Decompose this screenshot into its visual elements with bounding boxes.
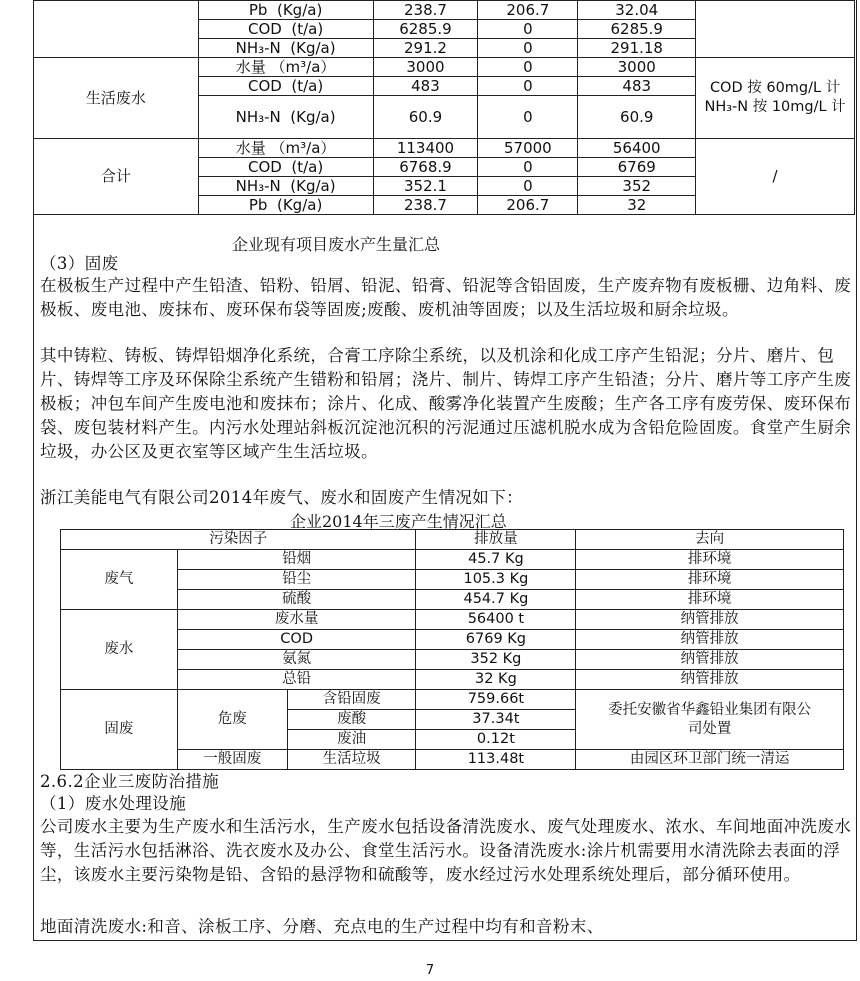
table-caption: 企业现有项目废水产生量汇总 bbox=[232, 235, 441, 254]
table-cell: 206.7 bbox=[478, 1, 578, 20]
row-subgroup-label: 一般固废 bbox=[177, 750, 287, 770]
paragraph: 其中铸粒、铸板、铸焊铅烟净化系统，合膏工序除尘系统，以及机涂和化成工序产生铅泥；分片、磨片、包片、铸焊等工序及环保除尘系统产生错粉和铅屑；浇片、制片、铸焊工序产生铅渣；分片、磨片等工序产生废极板；冲包车间产生废电池和废抹布；涂片、化成、酸雾净化装置产生废酸；生产各工序有废劳保、废环保布袋、废包装材料产生。内污水处理站斜板沉淀池沉积的污泥通过压滤机脱水成为含铅危险固废。食堂产生厨余垃圾，办公区及更衣室等区域产生生活垃圾。 bbox=[40, 346, 852, 461]
section-heading: （3）固废 bbox=[40, 254, 119, 273]
table-cell: 排环境 bbox=[576, 570, 844, 590]
table-cell: COD bbox=[177, 630, 416, 650]
table-cell: 硫酸 bbox=[177, 590, 416, 610]
table-cell: 352.1 bbox=[373, 177, 478, 196]
table-cell: 排环境 bbox=[576, 590, 844, 610]
table-cell: COD (t/a) bbox=[198, 77, 373, 96]
table-cell: 291.18 bbox=[578, 39, 696, 58]
table-row bbox=[34, 1, 855, 20]
table-cell: 0 bbox=[478, 20, 578, 39]
table-row bbox=[34, 139, 855, 158]
section-heading: 2.6.2企业三废防治措施 bbox=[40, 772, 220, 791]
table-caption: 企业2014年三废产生情况汇总 bbox=[290, 512, 507, 531]
table-cell: 0 bbox=[478, 39, 578, 58]
table-cell: 60.9 bbox=[578, 96, 696, 139]
table-cell: 水量 （m³/a） bbox=[198, 139, 373, 158]
table-cell: 6768.9 bbox=[373, 158, 478, 177]
three-waste-table bbox=[60, 529, 844, 770]
table-cell: 生活垃圾 bbox=[287, 750, 416, 770]
table-cell: 352 bbox=[578, 177, 696, 196]
table-cell: 纳管排放 bbox=[576, 670, 844, 690]
note-cell: / bbox=[696, 139, 855, 215]
table-cell: NH₃-N (Kg/a) bbox=[198, 39, 373, 58]
table-cell: 291.2 bbox=[373, 39, 478, 58]
table-row bbox=[61, 570, 844, 590]
table-row bbox=[61, 670, 844, 690]
table-row bbox=[34, 58, 855, 77]
paragraph: 公司废水主要为生产废水和生活污水，生产废水包括设备清洗废水、废气处理废水、浓水、车间地面冲洗废水等，生活污水包括淋浴、洗衣废水及办公、食堂生活污水。设备清洗废水:涂片机需要用水清洗除去表面的浮尘，该废水主要污染物是铅、含铅的悬浮物和硫酸等，废水经过污水处理系统处理后，部分循环使用。 bbox=[40, 817, 852, 884]
table-cell: 0 bbox=[478, 77, 578, 96]
table-cell bbox=[34, 1, 199, 58]
table-cell: 3000 bbox=[373, 58, 478, 77]
wastewater-summary-table bbox=[33, 0, 855, 215]
table-cell: 总铅 bbox=[177, 670, 416, 690]
table-header-row bbox=[61, 530, 844, 550]
table-cell: 0 bbox=[478, 96, 578, 139]
table-cell: 113400 bbox=[373, 139, 478, 158]
table-cell: 238.7 bbox=[373, 1, 478, 20]
table-cell: 氨氮 bbox=[177, 650, 416, 670]
table-cell: NH₃-N (Kg/a) bbox=[198, 177, 373, 196]
row-group-label: 合计 bbox=[34, 139, 199, 215]
table-cell: 56400 bbox=[578, 139, 696, 158]
table-cell: 0 bbox=[478, 58, 578, 77]
table-cell: 纳管排放 bbox=[576, 610, 844, 630]
page-number: 7 bbox=[425, 963, 435, 978]
table-cell: NH₃-N (Kg/a) bbox=[198, 96, 373, 139]
paragraph: 浙江美能电气有限公司2014年废气、废水和固废产生情况如下： bbox=[40, 488, 523, 507]
table-cell: 纳管排放 bbox=[576, 650, 844, 670]
table-cell: 483 bbox=[373, 77, 478, 96]
table-row bbox=[61, 690, 844, 710]
table-cell: 32.04 bbox=[578, 1, 696, 20]
table-cell: 238.7 bbox=[373, 196, 478, 215]
column-header: 去向 bbox=[576, 530, 844, 550]
table-cell: 委托安徽省华鑫铅业集团有限公司处置 bbox=[576, 690, 844, 750]
table-cell: 废水量 bbox=[177, 610, 416, 630]
table-cell: 0 bbox=[478, 177, 578, 196]
table-row bbox=[61, 590, 844, 610]
row-group-label: 固废 bbox=[61, 690, 178, 770]
table-cell: COD (t/a) bbox=[198, 158, 373, 177]
row-group-label: 废水 bbox=[61, 610, 178, 690]
table-row bbox=[61, 750, 844, 770]
paragraph: 地面清洗废水:和音、涂板工序、分磨、充点电的生产过程中均有和音粉末、 bbox=[40, 917, 604, 936]
paragraph: 在极板生产过程中产生铅渣、铅粉、铅屑、铅泥、铅膏、铅泥等含铅固废，生产废弃物有废板栅、边角料、废极板、废电池、废抹布、废环保布袋等固废;废酸、废机油等固废；以及生活垃圾和厨余垃圾。 bbox=[40, 276, 852, 319]
table-cell: 6285.9 bbox=[578, 20, 696, 39]
column-header: 排放量 bbox=[416, 530, 576, 550]
table-cell: 32 bbox=[578, 196, 696, 215]
table-cell bbox=[696, 1, 855, 58]
table-cell: Pb (Kg/a) bbox=[198, 196, 373, 215]
table-cell: 3000 bbox=[578, 58, 696, 77]
table-cell: 废酸 bbox=[287, 710, 416, 730]
table-row bbox=[61, 550, 844, 570]
table-cell: 水量 （m³/a） bbox=[198, 58, 373, 77]
table-cell: 206.7 bbox=[478, 196, 578, 215]
table-cell: 0 bbox=[478, 158, 578, 177]
table-cell: 113.48t bbox=[416, 750, 576, 770]
note-cell: COD 按 60mg/L 计 NH₃-N 按 10mg/L 计 bbox=[696, 58, 855, 139]
table-cell: 56400 t bbox=[416, 610, 576, 630]
table-row bbox=[61, 610, 844, 630]
table-cell: 454.7 Kg bbox=[416, 590, 576, 610]
table-cell: 0.12t bbox=[416, 730, 576, 750]
table-cell: 含铅固废 bbox=[287, 690, 416, 710]
table-cell: 45.7 Kg bbox=[416, 550, 576, 570]
table-cell: 铅尘 bbox=[177, 570, 416, 590]
table-cell: COD (t/a) bbox=[198, 20, 373, 39]
table-cell: 759.66t bbox=[416, 690, 576, 710]
table-cell: 6769 Kg bbox=[416, 630, 576, 650]
table-cell: 纳管排放 bbox=[576, 630, 844, 650]
row-subgroup-label: 危废 bbox=[177, 690, 287, 750]
table-cell: 铅烟 bbox=[177, 550, 416, 570]
table-row bbox=[61, 650, 844, 670]
table-cell: 352 Kg bbox=[416, 650, 576, 670]
table-cell: 60.9 bbox=[373, 96, 478, 139]
table-cell: 由园区环卫部门统一清运 bbox=[576, 750, 844, 770]
table-row bbox=[61, 630, 844, 650]
table-cell: 排环境 bbox=[576, 550, 844, 570]
row-group-label: 废气 bbox=[61, 550, 178, 610]
table-cell: Pb (Kg/a) bbox=[198, 1, 373, 20]
table-cell: 废油 bbox=[287, 730, 416, 750]
table-cell: 37.34t bbox=[416, 710, 576, 730]
table-cell: 105.3 Kg bbox=[416, 570, 576, 590]
table-cell: 32 Kg bbox=[416, 670, 576, 690]
table-cell: 57000 bbox=[478, 139, 578, 158]
table-cell: 483 bbox=[578, 77, 696, 96]
table-cell: 6769 bbox=[578, 158, 696, 177]
row-group-label: 生活废水 bbox=[34, 58, 199, 139]
table-cell: 6285.9 bbox=[373, 20, 478, 39]
section-heading: （1）废水处理设施 bbox=[40, 794, 187, 813]
column-header: 污染因子 bbox=[61, 530, 416, 550]
